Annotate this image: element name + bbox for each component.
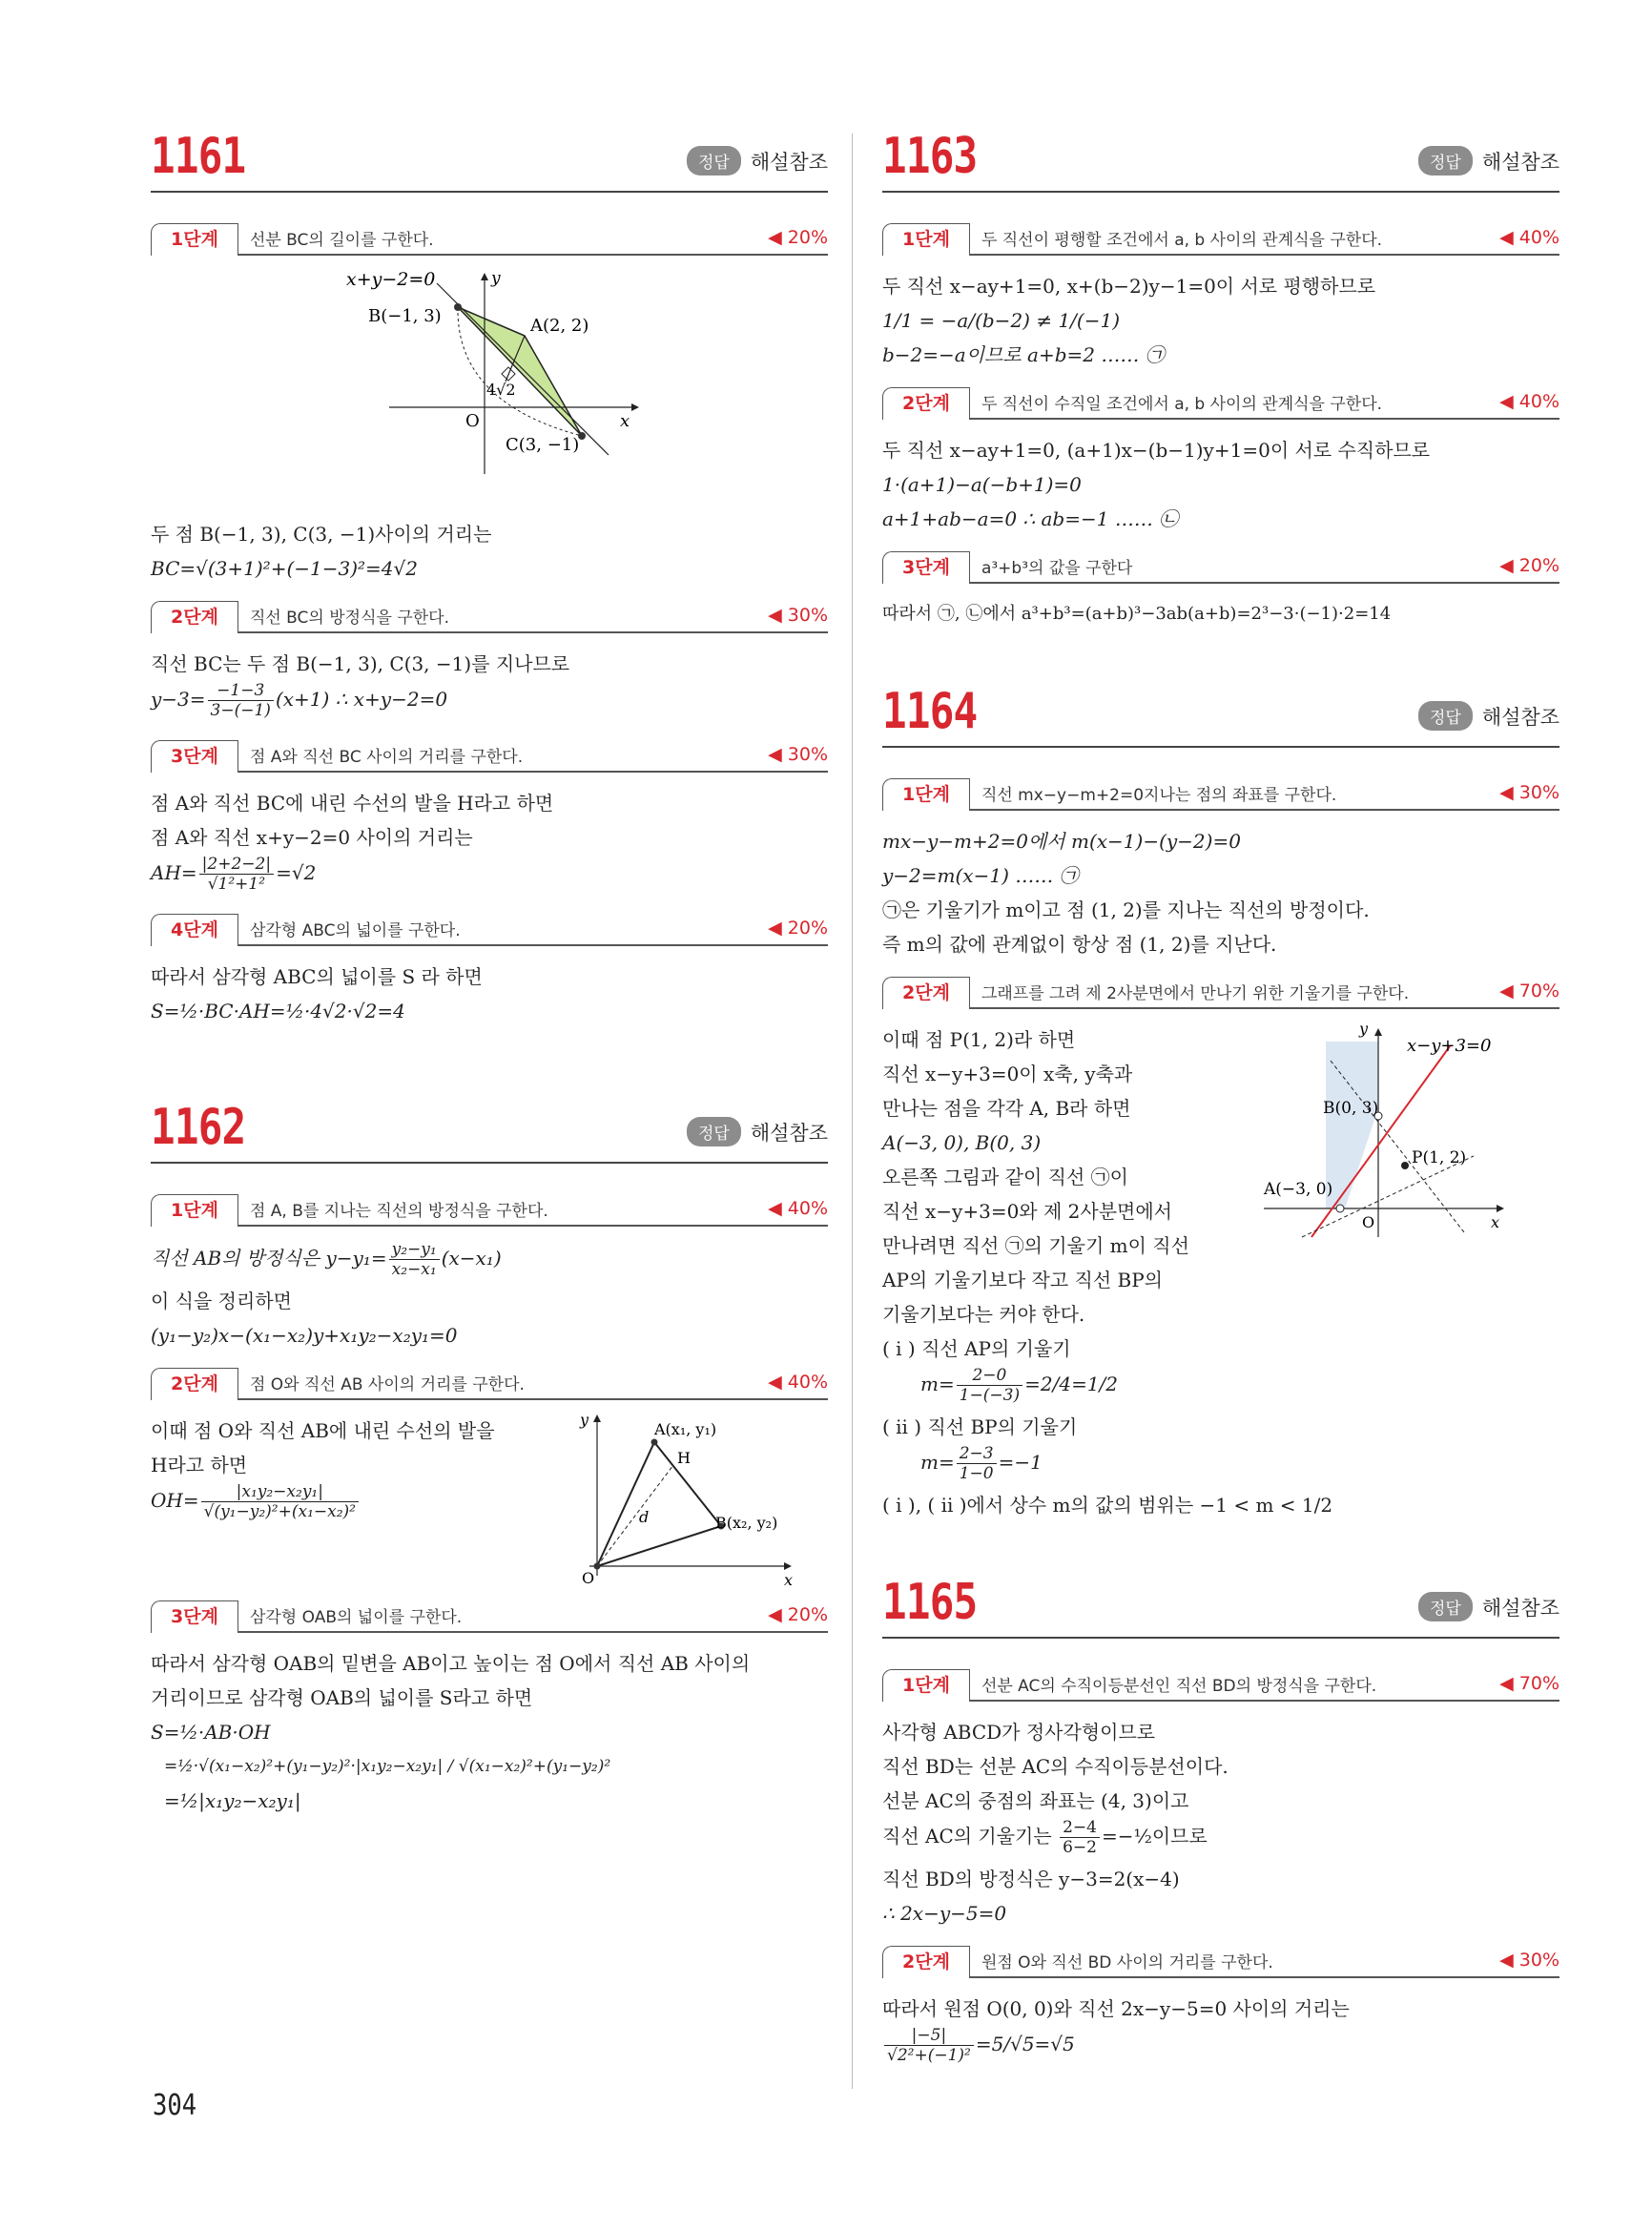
a-label: A(2, 2)	[530, 316, 589, 336]
step-title: 점 A와 직선 BC 사이의 거리를 구한다.	[249, 747, 524, 767]
numerator: −1−3	[208, 681, 274, 701]
expr: (x+1) ∴ x+y−2=0	[275, 688, 448, 711]
step-tag: 3단계	[151, 1600, 238, 1633]
text-line: 기울기보다는 커야 한다.	[882, 1303, 1085, 1326]
step-percent: ◀ 40%	[768, 1198, 828, 1219]
step-1	[882, 1667, 1559, 1702]
header-rule	[882, 746, 1559, 748]
math-line: a+1+ab−a=0 ∴ ab=−1 …… ㉡	[882, 507, 1179, 530]
header-rule	[151, 191, 828, 193]
denominator: 1−0	[959, 1464, 994, 1483]
step-tag: 4단계	[151, 914, 238, 946]
step-tag: 2단계	[882, 977, 970, 1009]
math-line	[882, 1444, 1559, 1488]
denominator: √2²+(−1)²	[887, 2046, 971, 2065]
y-label: y	[580, 1411, 589, 1429]
text-line: 따라서 삼각형 OAB의 밑변을 AB이고 높이는 점 O에서 직선 AB 사이의	[151, 1652, 751, 1675]
step-tag: 3단계	[882, 551, 970, 584]
step-tag: 1단계	[882, 1669, 970, 1702]
step-1	[882, 221, 1559, 256]
step-3	[882, 549, 1559, 584]
problem-header	[151, 1085, 828, 1156]
figure-1161	[151, 269, 828, 517]
page-number: 304	[153, 2089, 197, 2122]
text-line: 직선 BD는 선분 AC의 수직이등분선이다.	[882, 1755, 1229, 1778]
answer-text: 해설참조	[1481, 705, 1559, 729]
perpendicular-oh	[597, 1465, 673, 1566]
expr: =−½이므로	[1101, 1825, 1208, 1848]
numerator: 2−4	[1060, 1818, 1100, 1838]
text-line: 즉 m의 값에 관계없이 항상 점 (1, 2)를 지난다.	[882, 933, 1277, 956]
step-title: 점 A, B를 지나는 직선의 방정식을 구한다.	[249, 1201, 548, 1221]
step-percent: ◀ 40%	[1499, 391, 1559, 412]
denominator: 6−2	[1063, 1838, 1097, 1857]
fraction	[1060, 1818, 1100, 1857]
step-title: 두 직선이 평행할 조건에서 a, b 사이의 관계식을 구한다.	[981, 230, 1383, 250]
answer-tag	[687, 1117, 828, 1146]
step-tag: 1단계	[882, 223, 970, 256]
step-percent: ◀ 30%	[1499, 782, 1559, 803]
step-title: 삼각형 OAB의 넓이를 구한다.	[249, 1607, 463, 1627]
step-1	[882, 776, 1559, 811]
expr: =−1	[998, 1451, 1043, 1474]
text-line: 직선 x−y+3=0와 제 2사분면에서	[882, 1200, 1172, 1223]
step-title: 그래프를 그려 제 2사분면에서 만나기 위한 기울기를 구한다.	[981, 983, 1410, 1003]
answer-badge: 정답	[1418, 146, 1473, 176]
length-label: 4√2	[486, 381, 516, 399]
text-line: 이때 점 P(1, 2)라 하면	[882, 1028, 1076, 1051]
text-line: 만나는 점을 각각 A, B라 하면	[882, 1097, 1131, 1120]
answer-tag	[1418, 701, 1559, 731]
math-line	[151, 681, 828, 725]
step-title: 직선 BC의 방정식을 구한다.	[249, 608, 450, 628]
text-line: 만나려면 직선 ㉠의 기울기 m이 직선	[882, 1234, 1189, 1257]
step-title: 선분 BC의 길이를 구한다.	[249, 230, 434, 250]
step-percent: ◀ 70%	[1499, 1673, 1559, 1694]
step-2	[882, 385, 1559, 420]
math-line: A(−3, 0), B(0, 3)	[882, 1131, 1042, 1154]
step-title: 삼각형 ABC의 넓이를 구한다.	[249, 920, 461, 940]
x-label: x	[1491, 1213, 1500, 1231]
math-line: 1·(a+1)−a(−b+1)=0	[882, 473, 1082, 496]
step-percent: ◀ 40%	[1499, 227, 1559, 248]
line-region-graph	[1245, 1022, 1531, 1242]
expr: 직선 AC의 기울기는	[882, 1825, 1059, 1848]
denominator: 1−(−3)	[959, 1386, 1021, 1405]
text-line: ( i ) 직선 AP의 기울기	[882, 1337, 1071, 1360]
expr: y−3=	[151, 688, 206, 711]
text-line: 이때 점 O와 직선 AB에 내린 수선의 발을	[151, 1419, 495, 1442]
a-label: A(−3, 0)	[1264, 1180, 1333, 1199]
fraction	[389, 1240, 440, 1279]
triangle-oab	[597, 1442, 721, 1566]
answer-badge: 정답	[1418, 701, 1473, 731]
c-label: C(3, −1)	[506, 435, 580, 455]
h-label: H	[677, 1449, 691, 1467]
point-b	[454, 303, 462, 311]
b-label: B(0, 3)	[1323, 1099, 1379, 1118]
problem-header	[882, 1560, 1559, 1631]
origin-label: O	[582, 1569, 595, 1585]
text-line: ( ii ) 직선 BP의 기울기	[882, 1415, 1078, 1438]
answer-badge: 정답	[687, 146, 741, 176]
fraction	[957, 1444, 997, 1483]
header-rule	[882, 191, 1559, 193]
step-tag: 3단계	[151, 740, 238, 773]
answer-tag	[1418, 146, 1559, 176]
step-title: 원점 O와 직선 BD 사이의 거리를 구한다.	[981, 1952, 1273, 1972]
step-tag: 1단계	[151, 1194, 238, 1227]
problem-header	[882, 114, 1559, 185]
math-line: S=½·BC·AH=½·4√2·√2=4	[151, 1000, 405, 1022]
eq-label: x+y−2=0	[346, 269, 436, 290]
math-line	[882, 2026, 1559, 2070]
text-line: 따라서 삼각형 ABC의 넓이를 S 라 하면	[151, 965, 483, 988]
point-a	[651, 1439, 658, 1446]
expr: OH=	[151, 1489, 199, 1512]
problem-1162	[151, 1085, 828, 1818]
problem-number: 1163	[882, 128, 978, 185]
math-line	[882, 1818, 1559, 1862]
text-line: 거리이므로 삼각형 OAB의 넓이를 S라고 하면	[151, 1686, 533, 1709]
origin-label: O	[1362, 1213, 1375, 1231]
expr: =2/4=1/2	[1024, 1373, 1119, 1395]
b-label: B(x₂, y₂)	[715, 1514, 778, 1532]
numerator: y₂−y₁	[389, 1240, 440, 1260]
header-rule	[882, 1637, 1559, 1639]
fraction	[201, 1482, 359, 1521]
text-line: 선분 AC의 중점의 좌표는 (4, 3)이고	[882, 1789, 1189, 1812]
problem-1161	[151, 114, 828, 1028]
numerator: |x₁y₂−x₂y₁|	[201, 1482, 359, 1502]
expr: =5/√5=√5	[975, 2033, 1075, 2055]
step-title: a³+b³의 값을 구한다	[981, 558, 1133, 578]
point-p	[1401, 1162, 1409, 1169]
math-line	[882, 1366, 1559, 1410]
triangle-oab-graph	[570, 1404, 818, 1585]
fraction	[199, 855, 274, 894]
step-title: 두 직선이 수직일 조건에서 a, b 사이의 관계식을 구한다.	[981, 394, 1383, 414]
fraction	[884, 2026, 974, 2065]
answer-text: 해설참조	[1481, 150, 1559, 174]
numerator: 2−3	[957, 1444, 997, 1464]
fraction	[957, 1366, 1022, 1405]
step-percent: ◀ 20%	[1499, 555, 1559, 576]
math-line: mx−y−m+2=0에서 m(x−1)−(y−2)=0	[882, 830, 1241, 853]
step-title: 선분 AC의 수직이등분선인 직선 BD의 방정식을 구한다.	[981, 1676, 1377, 1696]
y-arrow	[593, 1414, 601, 1422]
right-column	[882, 114, 1559, 2070]
math-line	[151, 1240, 828, 1284]
answer-badge: 정답	[687, 1117, 741, 1146]
text-line: 따라서 원점 O(0, 0)와 직선 2x−y−5=0 사이의 거리는	[882, 1997, 1350, 2020]
problem-number: 1165	[882, 1574, 978, 1631]
problem-header	[882, 670, 1559, 740]
line-bc	[437, 283, 609, 455]
problem-1165	[882, 1560, 1559, 2070]
y-arrow	[481, 273, 488, 280]
point-o	[594, 1563, 601, 1570]
step-1	[151, 221, 828, 256]
eq-label: x−y+3=0	[1407, 1036, 1492, 1056]
step-2	[151, 599, 828, 633]
step-2	[882, 1944, 1559, 1978]
answer-tag	[687, 146, 828, 176]
math-line: 1/1 = −a/(b−2) ≠ 1/(−1)	[882, 309, 1120, 332]
numerator: |−5|	[884, 2026, 974, 2046]
origin-label: O	[465, 411, 480, 431]
text-line: AP의 기울기보다 작고 직선 BP의	[882, 1269, 1164, 1291]
text-line: 오른쪽 그림과 같이 직선 ㉠이	[882, 1166, 1128, 1188]
d-label: d	[639, 1508, 650, 1526]
left-column	[151, 114, 828, 1818]
numerator: |2+2−2|	[199, 855, 274, 875]
denominator: 3−(−1)	[210, 701, 271, 720]
a-label: A(x₁, y₁)	[654, 1420, 717, 1438]
header-rule	[151, 1162, 828, 1164]
math-line	[151, 855, 828, 898]
expr: m=	[920, 1451, 955, 1474]
problem-1164	[882, 670, 1559, 1522]
denominator: x₂−x₁	[391, 1260, 437, 1279]
text-line: 점 A와 직선 BC에 내린 수선의 발을 H라고 하면	[151, 792, 554, 815]
y-label: y	[1359, 1022, 1369, 1038]
math-line: b−2=−a이므로 a+b=2 …… ㉠	[882, 343, 1165, 366]
step-tag: 1단계	[151, 223, 238, 256]
math-line: =½|x₁y₂−x₂y₁|	[164, 1789, 301, 1812]
answer-text: 해설참조	[750, 1121, 828, 1145]
step-title: 직선 mx−y−m+2=0지나는 점의 좌표를 구한다.	[981, 785, 1337, 805]
answer-text: 해설참조	[750, 150, 828, 174]
text-line: 점 A와 직선 x+y−2=0 사이의 거리는	[151, 826, 473, 849]
shaded-region	[1326, 1042, 1378, 1208]
step-percent: ◀ 40%	[768, 1372, 828, 1393]
step-1	[151, 1192, 828, 1227]
step-3	[151, 1599, 828, 1633]
text-line: 두 점 B(−1, 3), C(3, −1)사이의 거리는	[151, 523, 492, 546]
step-2	[882, 975, 1559, 1009]
point-a	[1336, 1205, 1344, 1212]
problem-number: 1161	[151, 128, 246, 185]
step-3	[151, 738, 828, 773]
expr: AH=	[151, 861, 197, 884]
step-percent: ◀ 20%	[768, 227, 828, 248]
b-label: B(−1, 3)	[368, 306, 442, 326]
text-line: 따라서 ㉠, ㉡에서 a³+b³=(a+b)³−3ab(a+b)=2³−3·(−1)·2=14	[882, 604, 1392, 624]
fraction	[208, 681, 274, 720]
y-arrow	[1374, 1028, 1382, 1036]
text-line: 직선 BD의 방정식은 y−3=2(x−4)	[882, 1868, 1180, 1890]
math-line: =½·√(x₁−x₂)²+(y₁−y₂)²·|x₁y₂−x₂y₁| / √(x₁−x₂)²+(y₁−y₂)²	[164, 1757, 611, 1776]
answer-text: 해설참조	[1481, 1596, 1559, 1620]
text-line: H라고 하면	[151, 1454, 248, 1476]
step-percent: ◀ 30%	[768, 744, 828, 765]
step2-body	[151, 1411, 828, 1585]
math-line: S=½·AB·OH	[151, 1721, 271, 1744]
step-tag: 1단계	[882, 778, 970, 811]
step2-body	[882, 1022, 1559, 1522]
denominator: √1²+1²	[207, 875, 266, 894]
step-percent: ◀ 30%	[1499, 1950, 1559, 1971]
math-line: (y₁−y₂)x−(x₁−x₂)y+x₁y₂−x₂y₁=0	[151, 1324, 458, 1347]
x-label: x	[784, 1571, 794, 1585]
x-arrow	[1497, 1205, 1504, 1212]
p-label: P(1, 2)	[1412, 1148, 1467, 1167]
step-percent: ◀ 20%	[768, 1604, 828, 1625]
step-4	[151, 912, 828, 946]
answer-tag	[1418, 1592, 1559, 1621]
text-line: ㉠은 기울기가 m이고 점 (1, 2)를 지나는 직선의 방정이다.	[882, 898, 1370, 921]
step-tag: 2단계	[882, 1946, 970, 1978]
step-tag: 2단계	[151, 601, 238, 633]
numerator: 2−0	[957, 1366, 1022, 1386]
text-line: 사각형 ABCD가 정사각형이므로	[882, 1721, 1156, 1744]
x-arrow	[631, 403, 639, 411]
column-divider	[852, 134, 853, 2089]
denominator: √(y₁−y₂)²+(x₁−x₂)²	[203, 1502, 356, 1521]
expr: m=	[920, 1373, 955, 1395]
problem-number: 1164	[882, 683, 978, 740]
x-arrow	[784, 1562, 792, 1570]
math-line: BC=√(3+1)²+(−1−3)²=4√2	[151, 557, 418, 580]
step-percent: ◀ 20%	[768, 918, 828, 939]
step-tag: 2단계	[882, 387, 970, 420]
step-percent: ◀ 70%	[1499, 981, 1559, 1001]
text-line: ( i ), ( ii )에서 상수 m의 값의 범위는 −1 < m < 1/2	[882, 1494, 1333, 1517]
text-line: 직선 x−y+3=0이 x축, y축과	[882, 1063, 1133, 1085]
triangle-graph	[151, 269, 828, 517]
answer-badge: 정답	[1418, 1592, 1473, 1621]
math-line: ∴ 2x−y−5=0	[882, 1902, 1007, 1925]
text-line: 두 직선 x−ay+1=0, (a+1)x−(b−1)y+1=0이 서로 수직하므로	[882, 439, 1431, 462]
expr: (x−x₁)	[441, 1247, 502, 1270]
x-label: x	[620, 411, 630, 431]
step-title: 점 O와 직선 AB 사이의 거리를 구한다.	[249, 1374, 525, 1394]
expr: =√2	[276, 861, 317, 884]
step-tag: 2단계	[151, 1368, 238, 1400]
math-line: y−2=m(x−1) …… ㉠	[882, 864, 1079, 887]
problem-number: 1162	[151, 1099, 246, 1156]
problem-header	[151, 114, 828, 185]
expr: 직선 AB의 방정식은 y−y₁=	[151, 1247, 387, 1270]
problem-1163	[882, 114, 1559, 631]
text-line: 이 식을 정리하면	[151, 1290, 292, 1312]
y-label: y	[491, 269, 501, 288]
text-line: 직선 BC는 두 점 B(−1, 3), C(3, −1)를 지나므로	[151, 652, 570, 675]
step-2	[151, 1366, 828, 1400]
step-percent: ◀ 30%	[768, 605, 828, 626]
text-line: 두 직선 x−ay+1=0, x+(b−2)y−1=0이 서로 평행하므로	[882, 275, 1376, 298]
